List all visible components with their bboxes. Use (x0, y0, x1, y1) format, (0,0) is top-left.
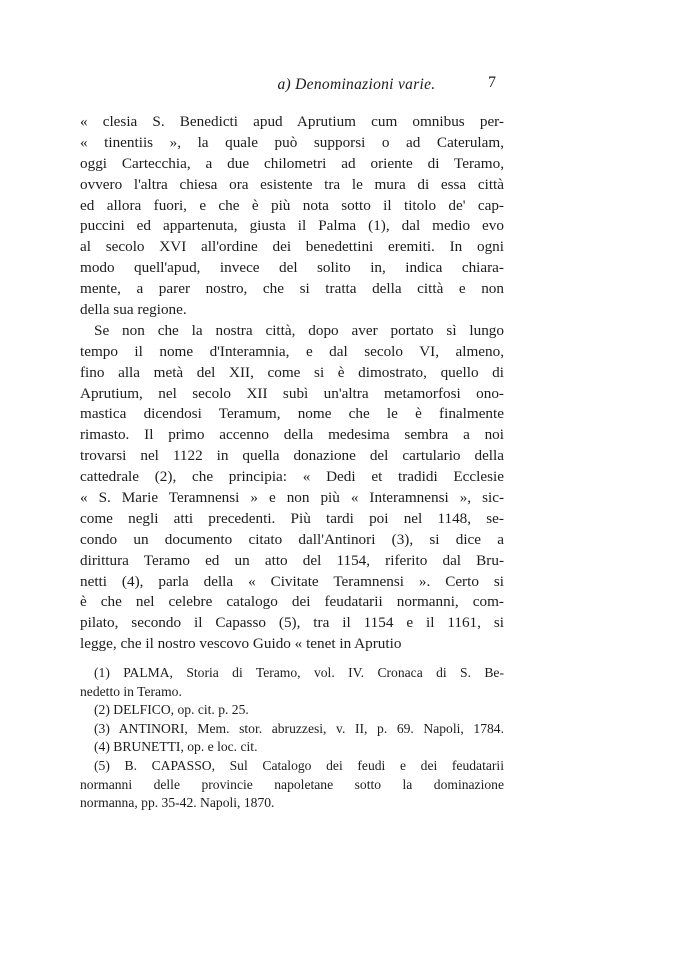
footnote-line: (1) PALMA, Storia di Teramo, vol. IV. Cronaca di S. Be- (94, 665, 504, 680)
text-line: Se non che la nostra città, dopo aver portato sì lungo (94, 321, 504, 339)
text-line: cattedrale (2), che principia: « Dedi et tradidi Ecclesie (80, 468, 504, 486)
text-line: fino alla metà del XII, come si è dimostrato, quello di (80, 363, 504, 381)
text-line: come negli atti precedenti. Più tardi poi nel 1148, se- (80, 509, 504, 527)
text-line: dirittura Teramo ed un atto del 1154, riferito dal Bru- (80, 551, 504, 569)
text-line: mastica dicendosi Teramum, nome che le è finalmente (80, 405, 504, 423)
text-line: puccini ed appartenuta, giusta il Palma (1), dal medio evo (80, 217, 504, 235)
text-line: mente, a parer nostro, che si tratta della città e non (80, 280, 504, 298)
footnote-line: normanna, pp. 35-42. Napoli, 1870. (80, 795, 275, 811)
text-line: modo quell'apud, invece del solito in, indica chiara- (80, 259, 504, 277)
text-line: « tinentiis », la quale può supporsi o ad Caterulam, (80, 133, 504, 151)
text-line: legge, che il nostro vescovo Guido « tenet in Aprutio (80, 635, 402, 653)
text-line: ovvero l'altra chiesa ora esistente tra le mura di essa città (80, 175, 504, 193)
text-line: tempo il nome d'Interamnia, e dal secolo VI, almeno, (80, 342, 504, 360)
text-line: della sua regione. (80, 301, 187, 319)
body-text (80, 112, 504, 655)
running-title: a) Denominazioni varie. (277, 76, 436, 93)
footnote-line: (2) DELFICO, op. cit. p. 25. (94, 702, 249, 718)
footnote-line: (3) ANTINORI, Mem. stor. abruzzesi, v. II, p. 69. Napoli, 1784. (94, 720, 504, 736)
text-line: Aprutium, nel secolo XII subì un'altra metamorfosi ono- (80, 384, 504, 402)
text-line: ed allora fuori, e che è più nota sotto il titolo de' cap- (80, 196, 504, 214)
text-line: oggi Cartecchia, a due chilometri ad oriente di Teramo, (80, 154, 504, 172)
footnote-line: (4) BRUNETTI, op. e loc. cit. (94, 739, 258, 755)
text-line: condo un documento citato dall'Antinori (3), si dice a (80, 530, 504, 548)
footnote-line: normanni delle provincie napoletane sotto la dominazione (80, 776, 504, 792)
text-line: trovarsi nel 1122 in quella donazione del cartulario della (80, 447, 504, 465)
text-line: rimasto. Il primo accenno della medesima sembra a noi (80, 426, 504, 444)
text-line: netti (4), parla della « Civitate Teramnensi ». Certo si (80, 572, 504, 590)
text-line: al secolo XVI all'ordine dei benedettini eremiti. In ogni (80, 238, 504, 256)
page-number: 7 (488, 74, 496, 91)
text-line: è che nel celebre catalogo dei feudatarii normanni, com- (80, 593, 504, 611)
footnote-line: nedetto in Teramo. (80, 683, 182, 699)
text-line: « S. Marie Teramnensi » e non più « Interamnensi », sic- (80, 489, 504, 507)
text-line: pilato, secondo il Capasso (5), tra il 1154 e il 1161, si (80, 614, 504, 632)
footnote-line: (5) B. CAPASSO, Sul Catalogo dei feudi e dei feudatarii (94, 757, 504, 773)
footnotes (80, 664, 504, 813)
text-line: « clesia S. Benedicti apud Aprutium cum omnibus per- (80, 113, 504, 130)
